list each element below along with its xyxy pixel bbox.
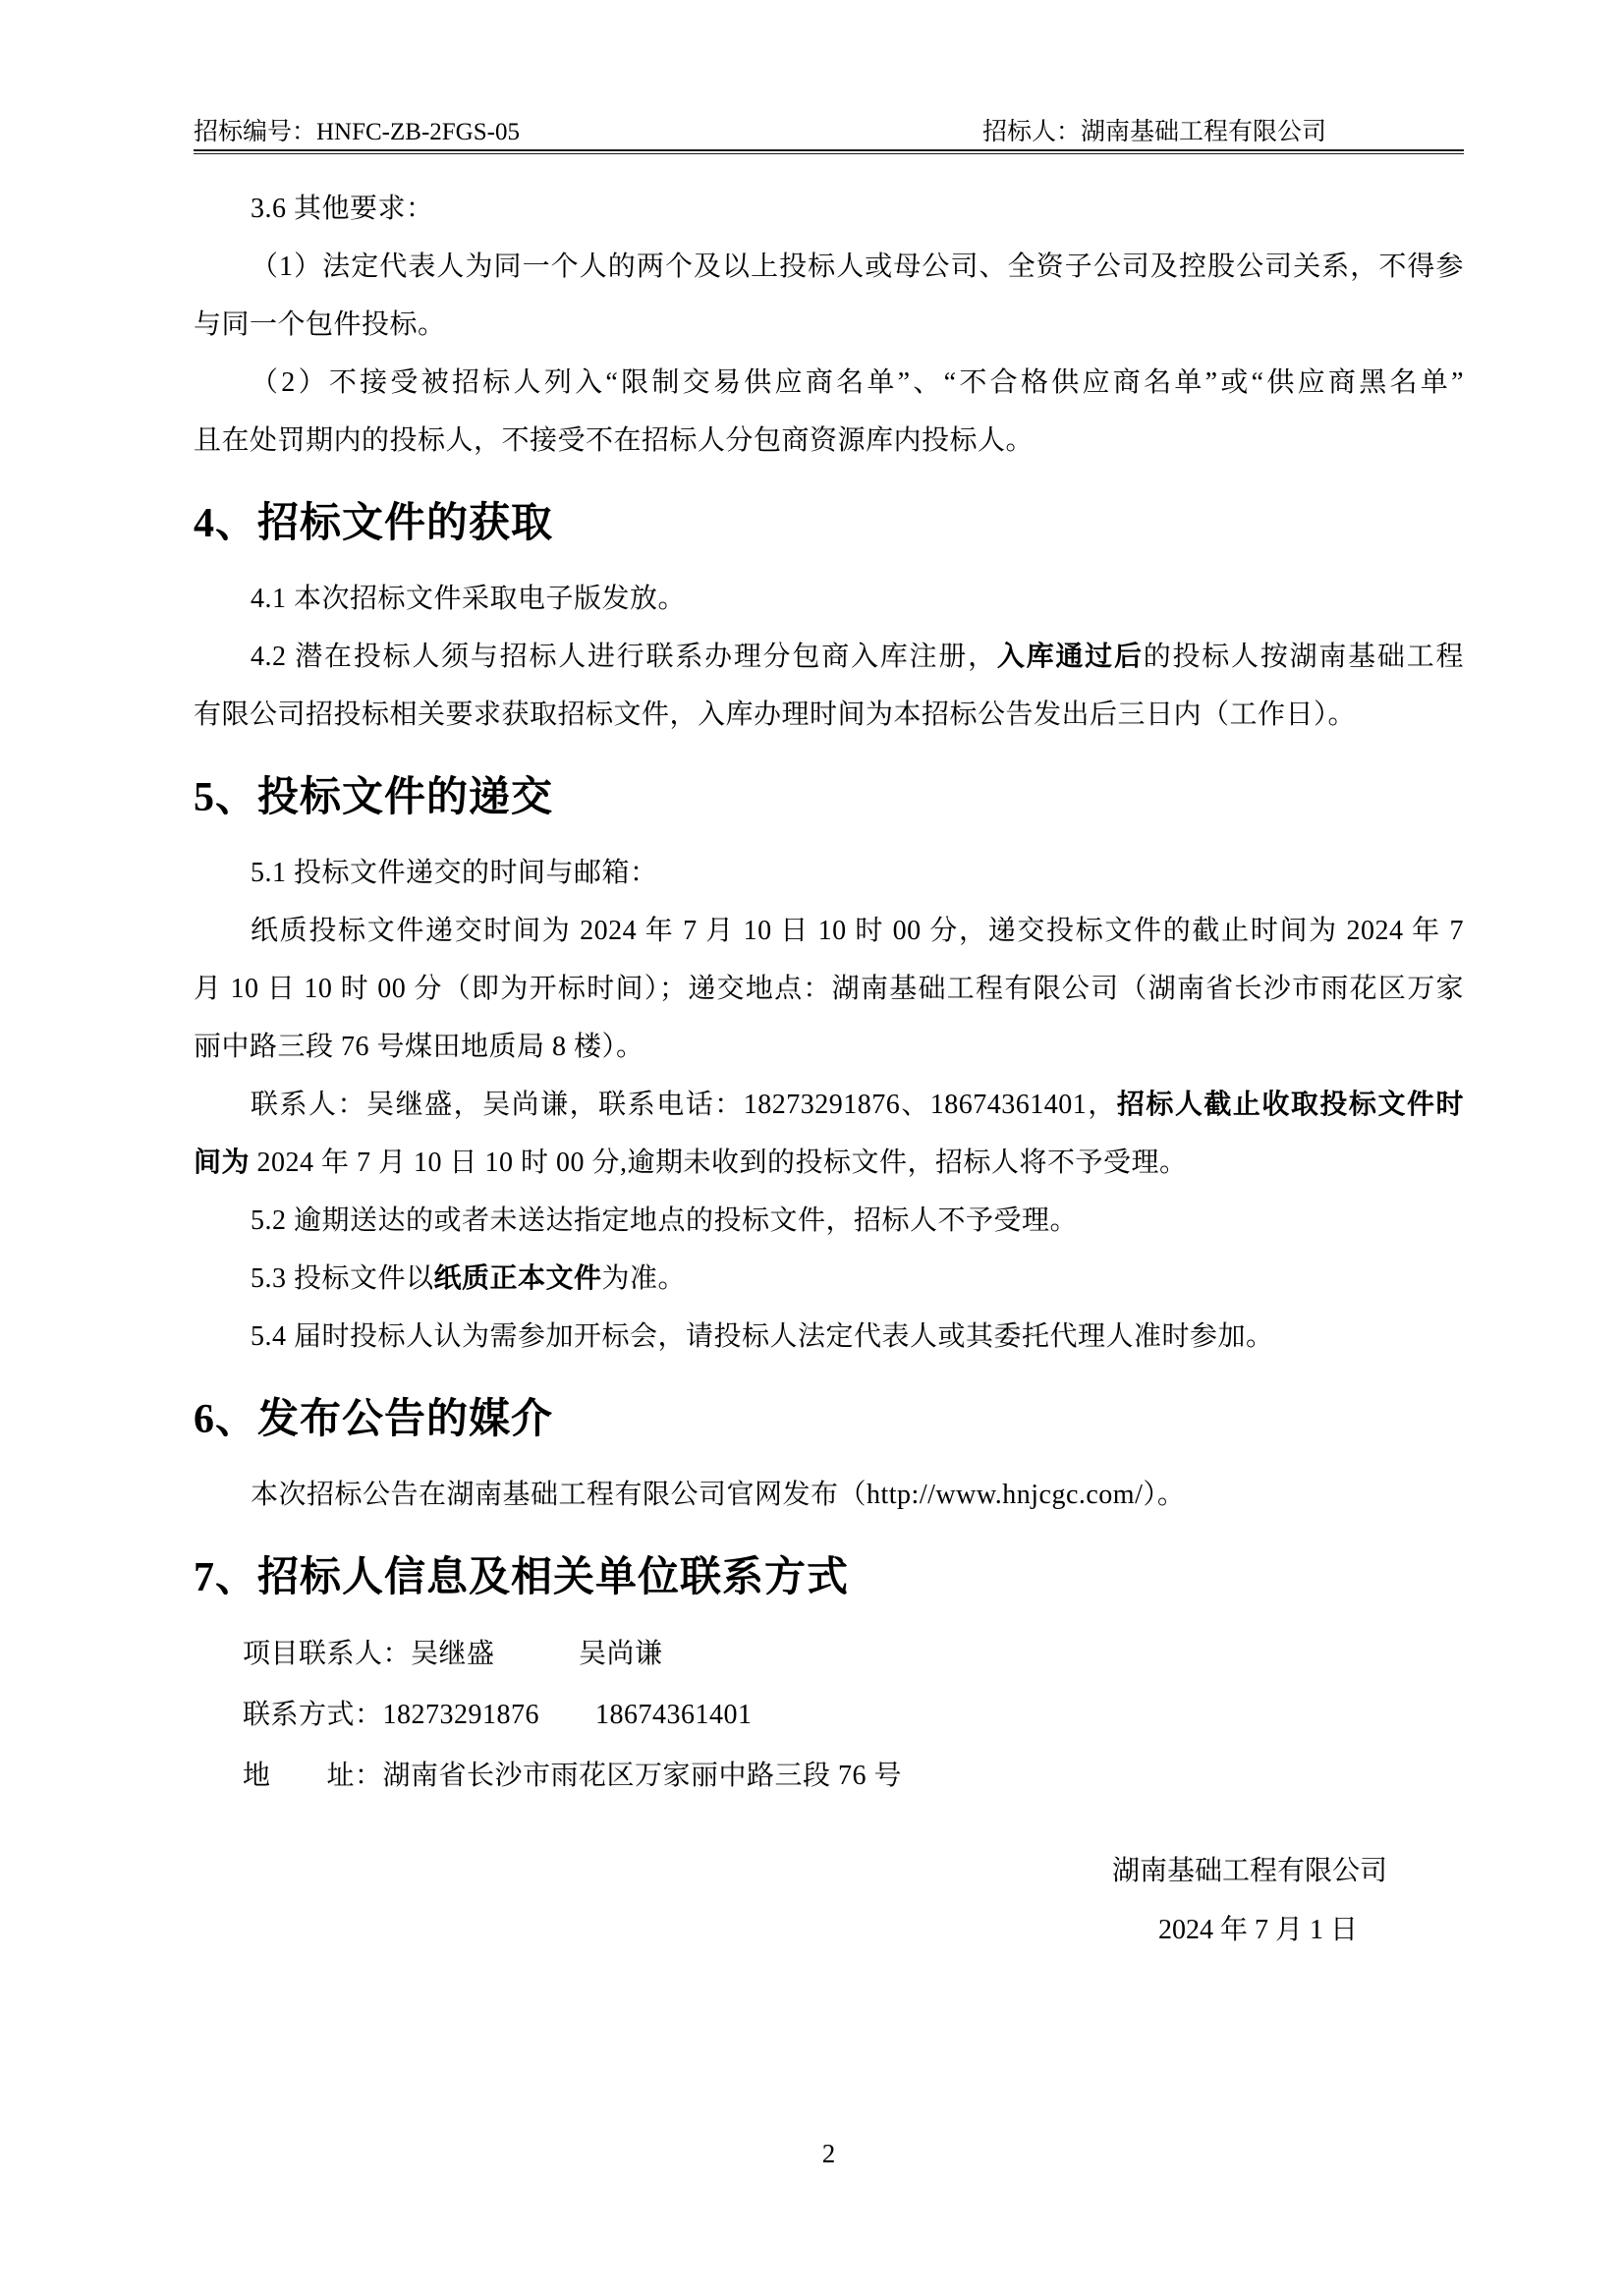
doc-text: 4.1 本次招标文件采取电子版发放。 xyxy=(251,584,687,614)
doc-text: 联系方式：18273291876 18674361401 xyxy=(243,1700,753,1730)
doc-line xyxy=(194,1466,1464,1524)
doc-line xyxy=(194,296,1464,354)
doc-line xyxy=(194,1192,1464,1250)
doc-text: 5.1 投标文件递交的时间与邮箱： xyxy=(251,858,658,888)
section-heading: 7、招标人信息及相关单位联系方式 xyxy=(194,1555,850,1600)
doc-text: 纸质投标文件递交时间为 2024 年 7 月 10 日 10 时 00 分，递交投标文件的截止时间为 2024 年 7 xyxy=(251,916,1464,946)
doc-text: 5.2 逾期送达的或者未送达指定地点的投标文件，招标人不予受理。 xyxy=(251,1205,1079,1236)
doc-text: 2024 年 7 月 10 日 10 时 00 分,逾期未收到的投标文件，招标人将不予受理。 xyxy=(250,1148,1188,1178)
doc-text: 联系人：吴继盛，吴尚谦，联系电话：18273291876、18674361401， xyxy=(251,1090,1117,1120)
section-heading: 6、发布公告的媒介 xyxy=(194,1397,554,1442)
doc-line xyxy=(194,1134,1464,1192)
doc-line xyxy=(194,1076,1464,1134)
doc-text-bold: 纸质正本文件 xyxy=(433,1263,602,1294)
doc-line xyxy=(194,686,1464,744)
doc-line xyxy=(194,1250,1464,1308)
doc-text: 本次招标公告在湖南基础工程有限公司官网发布（http://www.hnjcgc.com/）。 xyxy=(251,1480,1186,1510)
doc-text: （1）法定代表人为同一个人的两个及以上投标人或母公司、全资子公司及控股公司关系，不得参 xyxy=(251,252,1464,282)
doc-line xyxy=(194,1685,1464,1746)
doc-text-bold: 招标人截止收取投标文件时 xyxy=(1116,1090,1464,1120)
signature-company: 湖南基础工程有限公司 xyxy=(1111,1856,1387,1886)
doc-text: 5.3 投标文件以 xyxy=(251,1263,434,1294)
signature-date: 2024 年 7 月 1 日 xyxy=(1157,1915,1358,1945)
doc-text: 的投标人按湖南基础工程 xyxy=(1143,642,1464,672)
doc-text: 5.4 届时投标人认为需参加开标会，请投标人法定代表人或其委托代理人准时参加。 xyxy=(251,1321,1274,1352)
doc-text: 与同一个包件投标。 xyxy=(194,309,446,340)
doc-text: （2）不接受被招标人列入“限制交易供应商名单”、“不合格供应商名单”或“供应商黑名单” xyxy=(251,367,1464,398)
section-heading: 4、招标文件的获取 xyxy=(194,501,554,546)
doc-text: 项目联系人：吴继盛 吴尚谦 xyxy=(243,1639,663,1669)
section-heading: 5、投标文件的递交 xyxy=(194,775,554,820)
doc-text-bold: 间为 xyxy=(194,1148,251,1178)
doc-line xyxy=(194,1746,1464,1807)
header-tenderer: 招标人：湖南基础工程有限公司 xyxy=(981,119,1326,145)
doc-line xyxy=(194,628,1464,686)
doc-line xyxy=(194,844,1464,902)
signature-block xyxy=(194,1842,1464,1960)
doc-text: 月 10 日 10 时 00 分（即为开标时间）；递交地点：湖南基础工程有限公司（湖南省长沙市雨花区万家 xyxy=(194,974,1464,1004)
doc-text: 丽中路三段 76 号煤田地质局 8 楼）。 xyxy=(194,1032,644,1062)
header-divider xyxy=(194,149,1464,154)
doc-line xyxy=(194,1018,1464,1076)
doc-line xyxy=(194,354,1464,412)
doc-text: 有限公司招投标相关要求获取招标文件，入库办理时间为本招标公告发出后三日内（工作日）。 xyxy=(194,700,1357,730)
doc-line xyxy=(194,1624,1464,1685)
doc-text: 且在处罚期内的投标人，不接受不在招标人分包商资源库内投标人。 xyxy=(194,425,1035,456)
doc-body xyxy=(194,180,1464,1960)
doc-text: 地 址：湖南省长沙市雨花区万家丽中路三段 76 号 xyxy=(243,1761,903,1791)
doc-line xyxy=(194,180,1464,238)
header-tender-number: 招标编号：HNFC-ZB-2FGS-05 xyxy=(194,119,520,145)
doc-line xyxy=(194,238,1464,296)
doc-text: 为准。 xyxy=(601,1263,687,1294)
doc-line xyxy=(194,960,1464,1018)
page-header xyxy=(194,118,1464,147)
doc-line xyxy=(194,570,1464,628)
doc-text: 4.2 潜在投标人须与招标人进行联系办理分包商入库注册， xyxy=(251,642,997,672)
doc-text: 3.6 其他要求： xyxy=(251,194,434,224)
doc-line xyxy=(194,902,1464,960)
doc-text-bold: 入库通过后 xyxy=(996,642,1144,672)
doc-line xyxy=(194,1308,1464,1366)
doc-line xyxy=(194,412,1464,470)
page-footer xyxy=(194,2134,1464,2173)
page-number: 2 xyxy=(821,2139,836,2168)
